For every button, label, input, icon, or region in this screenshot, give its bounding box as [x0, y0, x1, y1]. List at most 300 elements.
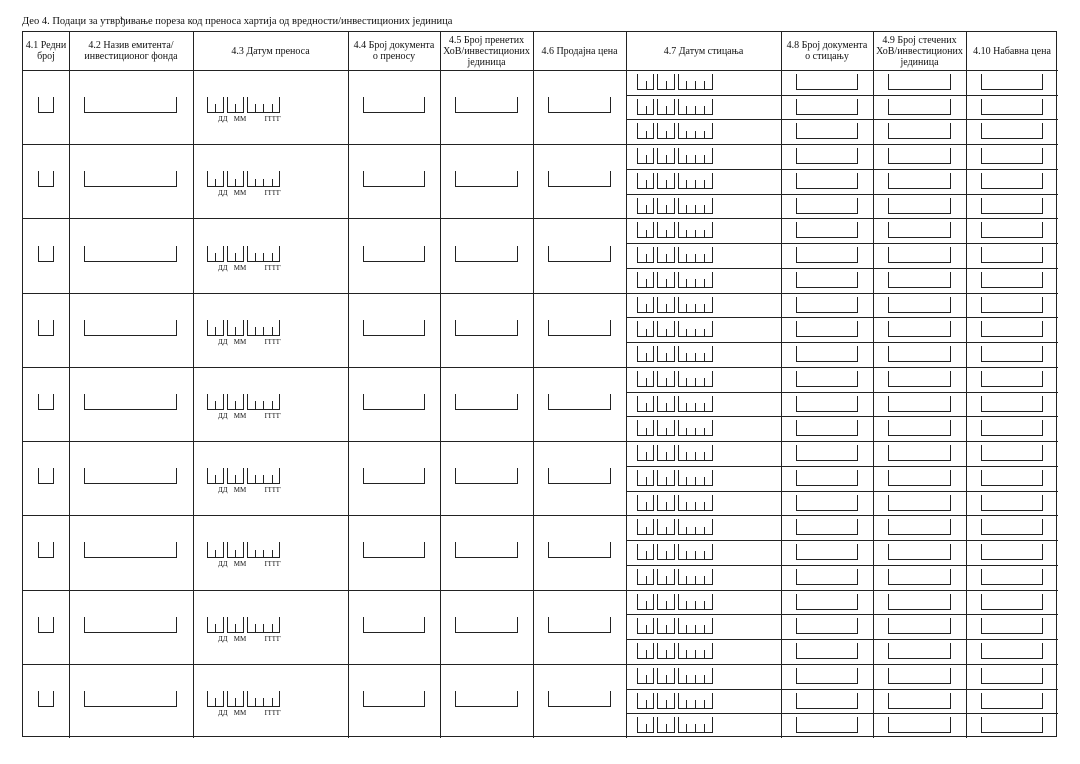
transfer-doc-number-field[interactable]	[363, 617, 425, 633]
transfer-date-day-field[interactable]	[207, 97, 224, 113]
purchase-price-field[interactable]	[981, 519, 1043, 535]
purchase-price-field[interactable]	[981, 420, 1043, 436]
transfer-date-year-field[interactable]	[247, 542, 281, 558]
issuer-name-field[interactable]	[84, 320, 177, 336]
header-row-number: 4.1 Редни број	[25, 40, 67, 62]
row-number-field[interactable]	[38, 542, 54, 558]
acquired-units-field[interactable]	[888, 222, 951, 238]
acquisition-date-day-field[interactable]	[637, 346, 654, 362]
column-divider	[440, 32, 441, 738]
acquisition-date-day-field[interactable]	[637, 693, 654, 709]
acquisition-date-day-field[interactable]	[637, 247, 654, 263]
year-label: ГГГГ	[264, 337, 281, 346]
issuer-name-field[interactable]	[84, 97, 177, 113]
acquisition-date-day-field[interactable]	[637, 420, 654, 436]
acquisition-doc-number-field[interactable]	[796, 346, 858, 362]
transferred-units-field[interactable]	[455, 542, 518, 558]
acquisition-date-year-field[interactable]	[678, 495, 713, 511]
header-transferred-units: 4.5 Број пренетих ХоВ/инвестиционих јединица	[443, 34, 530, 68]
column-divider	[193, 32, 194, 738]
issuer-name-field[interactable]	[84, 171, 177, 187]
acquisition-date-day-field[interactable]	[637, 321, 654, 337]
acquired-units-field[interactable]	[888, 346, 951, 362]
purchase-price-field[interactable]	[981, 396, 1043, 412]
sub-row-divider	[626, 689, 1058, 690]
transfer-doc-number-field[interactable]	[363, 691, 425, 707]
header-purchase-price: 4.10 Набавна цена	[973, 45, 1051, 57]
acquisition-date-month-field[interactable]	[657, 99, 674, 115]
acquired-units-field[interactable]	[888, 272, 951, 288]
acquisition-date-year-field[interactable]	[678, 198, 713, 214]
row-number-field[interactable]	[38, 617, 54, 633]
purchase-price-field[interactable]	[981, 618, 1043, 634]
day-label: ДД	[218, 337, 228, 346]
transfer-date-month-field[interactable]	[227, 320, 244, 336]
acquired-units-field[interactable]	[888, 594, 951, 610]
acquired-units-field[interactable]	[888, 569, 951, 585]
purchase-price-field[interactable]	[981, 99, 1043, 115]
acquisition-date-day-field[interactable]	[637, 99, 654, 115]
acquisition-date-day-field[interactable]	[637, 396, 654, 412]
acquisition-doc-number-field[interactable]	[796, 594, 858, 610]
acquired-units-field[interactable]	[888, 173, 951, 189]
acquisition-date-month-field[interactable]	[657, 470, 674, 486]
acquired-units-field[interactable]	[888, 99, 951, 115]
acquired-units-field[interactable]	[888, 643, 951, 659]
transfer-date-year-field[interactable]	[247, 320, 281, 336]
acquisition-doc-number-field[interactable]	[796, 420, 858, 436]
acquisition-date-day-field[interactable]	[637, 297, 654, 313]
acquired-units-field[interactable]	[888, 396, 951, 412]
acquisition-date-month-field[interactable]	[657, 297, 674, 313]
acquisition-date-day-field[interactable]	[637, 569, 654, 585]
column-divider	[348, 32, 349, 738]
transfer-date-month-field[interactable]	[227, 246, 244, 262]
purchase-price-field[interactable]	[981, 74, 1043, 90]
day-label: ДД	[218, 189, 228, 198]
transfer-date-month-field[interactable]	[227, 171, 244, 187]
sub-row-divider	[626, 119, 1058, 120]
day-label: ДД	[218, 634, 228, 643]
sub-row-divider	[626, 342, 1058, 343]
sub-row-divider	[626, 466, 1058, 467]
acquired-units-field[interactable]	[888, 247, 951, 263]
acquisition-doc-number-field[interactable]	[796, 272, 858, 288]
acquisition-date-day-field[interactable]	[637, 222, 654, 238]
acquisition-date-day-field[interactable]	[637, 470, 654, 486]
acquisition-doc-number-field[interactable]	[796, 74, 858, 90]
issuer-name-field[interactable]	[84, 691, 177, 707]
acquisition-date-day-field[interactable]	[637, 594, 654, 610]
month-label: ММ	[233, 412, 247, 420]
acquisition-doc-number-field[interactable]	[796, 321, 858, 337]
column-divider	[533, 32, 534, 738]
acquisition-doc-number-field[interactable]	[796, 693, 858, 709]
transfer-date-year-field[interactable]	[247, 617, 281, 633]
acquisition-date-month-field[interactable]	[657, 74, 674, 90]
acquisition-date-month-field[interactable]	[657, 569, 674, 585]
transfer-date-year-field[interactable]	[247, 171, 281, 187]
acquisition-date-year-field[interactable]	[678, 519, 713, 535]
sub-row-divider	[626, 317, 1058, 318]
acquisition-date-day-field[interactable]	[637, 173, 654, 189]
transfer-date-day-field[interactable]	[207, 468, 224, 484]
acquisition-date-year-field[interactable]	[678, 420, 713, 436]
transfer-date-month-field[interactable]	[227, 542, 244, 558]
purchase-price-field[interactable]	[981, 148, 1043, 164]
purchase-price-field[interactable]	[981, 445, 1043, 461]
sub-row-divider	[626, 268, 1058, 269]
acquisition-date-month-field[interactable]	[657, 198, 674, 214]
acquisition-date-year-field[interactable]	[678, 247, 713, 263]
purchase-price-field[interactable]	[981, 321, 1043, 337]
transfer-doc-number-field[interactable]	[363, 171, 425, 187]
sale-price-field[interactable]	[548, 542, 611, 558]
row-number-field[interactable]	[38, 468, 54, 484]
sub-row-divider	[626, 540, 1058, 541]
column-divider	[781, 32, 782, 738]
purchase-price-field[interactable]	[981, 173, 1043, 189]
transfer-date-day-field[interactable]	[207, 617, 224, 633]
acquisition-date-year-field[interactable]	[678, 396, 713, 412]
transfer-tax-table	[22, 31, 1057, 737]
transfer-date-day-field[interactable]	[207, 691, 224, 707]
sale-price-field[interactable]	[548, 691, 611, 707]
header-issuer-name: 4.2 Назив емитента/ инвестиционог фонда	[84, 40, 178, 62]
purchase-price-field[interactable]	[981, 495, 1043, 511]
acquisition-doc-number-field[interactable]	[796, 544, 858, 560]
acquisition-date-year-field[interactable]	[678, 148, 713, 164]
acquisition-date-month-field[interactable]	[657, 371, 674, 387]
transfer-date-day-field[interactable]	[207, 320, 224, 336]
acquisition-date-day-field[interactable]	[637, 544, 654, 560]
transfer-date-month-field[interactable]	[227, 691, 244, 707]
day-label: ДД	[218, 263, 228, 272]
acquisition-date-month-field[interactable]	[657, 643, 674, 659]
acquisition-date-day-field[interactable]	[637, 519, 654, 535]
acquisition-date-year-field[interactable]	[678, 272, 713, 288]
acquisition-doc-number-field[interactable]	[796, 247, 858, 263]
day-label: ДД	[218, 708, 228, 717]
acquisition-date-year-field[interactable]	[678, 297, 713, 313]
row-divider	[23, 144, 1058, 145]
transfer-date-year-field[interactable]	[247, 246, 281, 262]
year-label: ГГГГ	[264, 634, 281, 643]
acquisition-date-year-field[interactable]	[678, 123, 713, 139]
issuer-name-field[interactable]	[84, 246, 177, 262]
year-label: ГГГГ	[264, 560, 281, 569]
transfer-date-month-field[interactable]	[227, 468, 244, 484]
acquisition-doc-number-field[interactable]	[796, 371, 858, 387]
acquisition-date-day-field[interactable]	[637, 123, 654, 139]
row-number-field[interactable]	[38, 97, 54, 113]
sale-price-field[interactable]	[548, 171, 611, 187]
acquisition-date-month-field[interactable]	[657, 717, 674, 733]
row-number-field[interactable]	[38, 320, 54, 336]
acquisition-date-month-field[interactable]	[657, 445, 674, 461]
transferred-units-field[interactable]	[455, 691, 518, 707]
month-label: ММ	[233, 337, 247, 346]
transfer-doc-number-field[interactable]	[363, 246, 425, 262]
sub-row-divider	[626, 243, 1058, 244]
row-number-field[interactable]	[38, 394, 54, 410]
purchase-price-field[interactable]	[981, 643, 1043, 659]
transfer-doc-number-field[interactable]	[363, 320, 425, 336]
row-number-field[interactable]	[38, 246, 54, 262]
acquisition-doc-number-field[interactable]	[796, 173, 858, 189]
year-label: ГГГГ	[264, 189, 281, 198]
header-acquisition-date: 4.7 Датум стицања	[663, 45, 744, 57]
acquisition-date-month-field[interactable]	[657, 668, 674, 684]
acquired-units-field[interactable]	[888, 321, 951, 337]
acquired-units-field[interactable]	[888, 693, 951, 709]
acquisition-date-day-field[interactable]	[637, 148, 654, 164]
acquisition-date-month-field[interactable]	[657, 272, 674, 288]
transfer-doc-number-field[interactable]	[363, 97, 425, 113]
transfer-date-month-field[interactable]	[227, 617, 244, 633]
sub-row-divider	[626, 416, 1058, 417]
acquisition-date-year-field[interactable]	[678, 222, 713, 238]
sub-row-divider	[626, 491, 1058, 492]
transfer-date-month-field[interactable]	[227, 97, 244, 113]
day-label: ДД	[218, 412, 228, 420]
acquired-units-field[interactable]	[888, 148, 951, 164]
sub-row-divider	[626, 169, 1058, 170]
row-divider	[23, 441, 1058, 442]
transfer-doc-number-field[interactable]	[363, 394, 425, 410]
row-number-field[interactable]	[38, 691, 54, 707]
acquisition-doc-number-field[interactable]	[796, 519, 858, 535]
transferred-units-field[interactable]	[455, 171, 518, 187]
acquisition-date-year-field[interactable]	[678, 668, 713, 684]
acquisition-date-day-field[interactable]	[637, 717, 654, 733]
month-label: ММ	[233, 189, 247, 198]
acquisition-date-day-field[interactable]	[637, 643, 654, 659]
acquired-units-field[interactable]	[888, 445, 951, 461]
header-acquired-units: 4.9 Број стечених ХоВ/инвестиционих јединица	[876, 34, 963, 68]
acquisition-date-year-field[interactable]	[678, 346, 713, 362]
transfer-date-day-field[interactable]	[207, 542, 224, 558]
acquired-units-field[interactable]	[888, 74, 951, 90]
acquisition-date-month-field[interactable]	[657, 594, 674, 610]
acquisition-date-day-field[interactable]	[637, 495, 654, 511]
acquisition-doc-number-field[interactable]	[796, 148, 858, 164]
transfer-doc-number-field[interactable]	[363, 542, 425, 558]
header-transfer-doc-number: 4.4 Број документа о преносу	[353, 40, 435, 62]
transferred-units-field[interactable]	[455, 468, 518, 484]
acquisition-date-day-field[interactable]	[637, 668, 654, 684]
acquisition-date-year-field[interactable]	[678, 445, 713, 461]
sub-row-divider	[626, 565, 1058, 566]
acquisition-date-month-field[interactable]	[657, 519, 674, 535]
acquisition-doc-number-field[interactable]	[796, 569, 858, 585]
purchase-price-field[interactable]	[981, 247, 1043, 263]
header-sale-price: 4.6 Продајна цена	[541, 45, 618, 57]
acquisition-date-year-field[interactable]	[678, 693, 713, 709]
column-divider	[69, 32, 70, 738]
sale-price-field[interactable]	[548, 468, 611, 484]
acquisition-date-year-field[interactable]	[678, 371, 713, 387]
transfer-date-day-field[interactable]	[207, 394, 224, 410]
acquisition-doc-number-field[interactable]	[796, 99, 858, 115]
acquisition-date-year-field[interactable]	[678, 470, 713, 486]
transferred-units-field[interactable]	[455, 394, 518, 410]
acquired-units-field[interactable]	[888, 495, 951, 511]
acquired-units-field[interactable]	[888, 519, 951, 535]
purchase-price-field[interactable]	[981, 717, 1043, 733]
acquisition-date-month-field[interactable]	[657, 247, 674, 263]
acquisition-date-day-field[interactable]	[637, 272, 654, 288]
acquired-units-field[interactable]	[888, 297, 951, 313]
header-divider	[23, 70, 1058, 71]
acquisition-date-month-field[interactable]	[657, 222, 674, 238]
purchase-price-field[interactable]	[981, 346, 1043, 362]
acquired-units-field[interactable]	[888, 544, 951, 560]
purchase-price-field[interactable]	[981, 272, 1043, 288]
row-divider	[23, 664, 1058, 665]
purchase-price-field[interactable]	[981, 198, 1043, 214]
sub-row-divider	[626, 614, 1058, 615]
acquired-units-field[interactable]	[888, 371, 951, 387]
transfer-date-day-field[interactable]	[207, 246, 224, 262]
acquired-units-field[interactable]	[888, 198, 951, 214]
acquisition-date-year-field[interactable]	[678, 569, 713, 585]
acquired-units-field[interactable]	[888, 717, 951, 733]
purchase-price-field[interactable]	[981, 371, 1043, 387]
transfer-date-year-field[interactable]	[247, 691, 281, 707]
acquisition-date-month-field[interactable]	[657, 123, 674, 139]
acquisition-date-month-field[interactable]	[657, 495, 674, 511]
acquisition-date-year-field[interactable]	[678, 643, 713, 659]
purchase-price-field[interactable]	[981, 668, 1043, 684]
acquisition-date-month-field[interactable]	[657, 693, 674, 709]
acquired-units-field[interactable]	[888, 668, 951, 684]
acquisition-date-day-field[interactable]	[637, 74, 654, 90]
acquired-units-field[interactable]	[888, 470, 951, 486]
section-title: Део 4. Подаци за утврђивање пореза код преноса хартија од вредности/инвестиционих јединица	[22, 16, 453, 27]
purchase-price-field[interactable]	[981, 123, 1043, 139]
purchase-price-field[interactable]	[981, 693, 1043, 709]
acquisition-doc-number-field[interactable]	[796, 470, 858, 486]
transfer-doc-number-field[interactable]	[363, 468, 425, 484]
transfer-date-month-field[interactable]	[227, 394, 244, 410]
column-divider	[966, 32, 967, 738]
acquisition-doc-number-field[interactable]	[796, 222, 858, 238]
purchase-price-field[interactable]	[981, 470, 1043, 486]
acquired-units-field[interactable]	[888, 618, 951, 634]
month-label: ММ	[233, 263, 247, 272]
acquisition-date-month-field[interactable]	[657, 420, 674, 436]
acquisition-date-day-field[interactable]	[637, 445, 654, 461]
row-divider	[23, 590, 1058, 591]
acquisition-date-year-field[interactable]	[678, 173, 713, 189]
month-label: ММ	[233, 708, 247, 717]
acquisition-date-year-field[interactable]	[678, 544, 713, 560]
acquisition-date-year-field[interactable]	[678, 321, 713, 337]
acquisition-doc-number-field[interactable]	[796, 668, 858, 684]
transferred-units-field[interactable]	[455, 320, 518, 336]
acquisition-date-year-field[interactable]	[678, 74, 713, 90]
row-divider	[23, 293, 1058, 294]
day-label: ДД	[218, 115, 228, 124]
month-label: ММ	[233, 115, 247, 124]
acquisition-date-month-field[interactable]	[657, 396, 674, 412]
acquisition-date-month-field[interactable]	[657, 148, 674, 164]
row-divider	[23, 515, 1058, 516]
year-label: ГГГГ	[264, 412, 281, 420]
header-acquisition-doc-number: 4.8 Број документа о стицању	[786, 40, 868, 62]
month-label: ММ	[233, 486, 247, 495]
year-label: ГГГГ	[264, 708, 281, 717]
row-number-field[interactable]	[38, 171, 54, 187]
purchase-price-field[interactable]	[981, 594, 1043, 610]
transfer-date-day-field[interactable]	[207, 171, 224, 187]
transfer-date-year-field[interactable]	[247, 394, 281, 410]
sale-price-field[interactable]	[548, 617, 611, 633]
sale-price-field[interactable]	[548, 394, 611, 410]
transferred-units-field[interactable]	[455, 97, 518, 113]
row-divider	[23, 367, 1058, 368]
acquisition-date-month-field[interactable]	[657, 618, 674, 634]
acquisition-date-year-field[interactable]	[678, 99, 713, 115]
purchase-price-field[interactable]	[981, 222, 1043, 238]
acquisition-doc-number-field[interactable]	[796, 717, 858, 733]
acquisition-doc-number-field[interactable]	[796, 297, 858, 313]
sub-row-divider	[626, 194, 1058, 195]
acquisition-date-year-field[interactable]	[678, 717, 713, 733]
transferred-units-field[interactable]	[455, 246, 518, 262]
acquisition-doc-number-field[interactable]	[796, 396, 858, 412]
sub-row-divider	[626, 713, 1058, 714]
purchase-price-field[interactable]	[981, 569, 1043, 585]
sale-price-field[interactable]	[548, 246, 611, 262]
sale-price-field[interactable]	[548, 97, 611, 113]
acquisition-date-month-field[interactable]	[657, 346, 674, 362]
issuer-name-field[interactable]	[84, 542, 177, 558]
acquisition-doc-number-field[interactable]	[796, 198, 858, 214]
header-transfer-date: 4.3 Датум преноса	[231, 45, 310, 57]
sale-price-field[interactable]	[548, 320, 611, 336]
sub-row-divider	[626, 639, 1058, 640]
issuer-name-field[interactable]	[84, 468, 177, 484]
acquisition-date-day-field[interactable]	[637, 618, 654, 634]
transferred-units-field[interactable]	[455, 617, 518, 633]
acquisition-doc-number-field[interactable]	[796, 495, 858, 511]
acquisition-date-day-field[interactable]	[637, 371, 654, 387]
issuer-name-field[interactable]	[84, 394, 177, 410]
acquisition-date-year-field[interactable]	[678, 594, 713, 610]
acquired-units-field[interactable]	[888, 420, 951, 436]
transfer-date-year-field[interactable]	[247, 97, 281, 113]
acquisition-date-day-field[interactable]	[637, 198, 654, 214]
acquisition-date-month-field[interactable]	[657, 321, 674, 337]
acquisition-doc-number-field[interactable]	[796, 123, 858, 139]
year-label: ГГГГ	[264, 263, 281, 272]
transfer-date-year-field[interactable]	[247, 468, 281, 484]
acquisition-date-year-field[interactable]	[678, 618, 713, 634]
acquisition-date-month-field[interactable]	[657, 173, 674, 189]
acquisition-doc-number-field[interactable]	[796, 445, 858, 461]
purchase-price-field[interactable]	[981, 544, 1043, 560]
year-label: ГГГГ	[264, 115, 281, 124]
acquisition-doc-number-field[interactable]	[796, 618, 858, 634]
row-divider	[23, 218, 1058, 219]
acquisition-doc-number-field[interactable]	[796, 643, 858, 659]
acquisition-date-month-field[interactable]	[657, 544, 674, 560]
issuer-name-field[interactable]	[84, 617, 177, 633]
purchase-price-field[interactable]	[981, 297, 1043, 313]
acquired-units-field[interactable]	[888, 123, 951, 139]
